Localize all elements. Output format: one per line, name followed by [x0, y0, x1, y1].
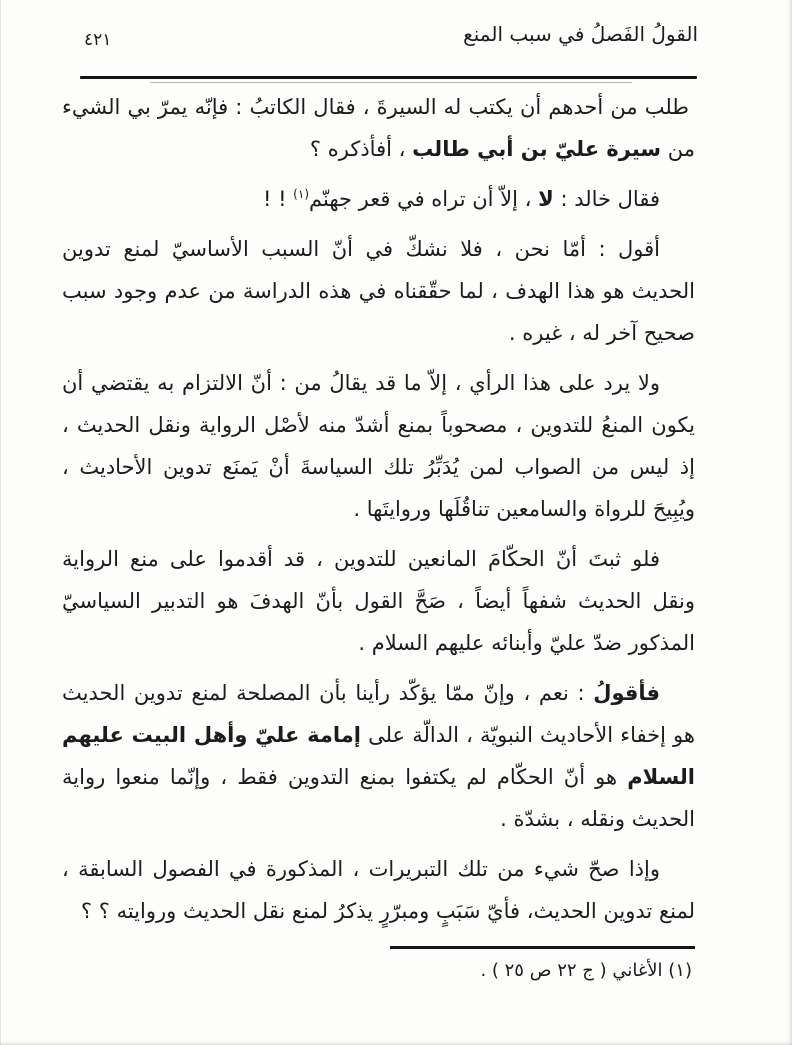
paragraph: [62, 178, 695, 220]
running-title: القولُ الفَصلُ في سبب المنع: [463, 22, 698, 46]
bold-text-run: لا: [538, 187, 554, 211]
text-run: ولا يرد على هذا الرأي ، إلاّ ما قد يقالُ من : أنّ الالتزام به يقتضي أن يكون المنعُ للتدوين ، مصحوباً بمنع أشدّ منه لأصْل الرواية ونقل الحديث ، إذ ليس من الصواب لمن يُدَبِّرُ تلك السياسةَ أنْ يَمنَع تدوين الأحاديث ، ويُبِيحَ للرواة والسامعين تناقُلَها وروايتَها .: [62, 371, 695, 521]
footnote-reference-marker: (١): [293, 187, 309, 201]
bold-text-run: سيرة عليّ بن أبي طالب: [412, 137, 662, 161]
footnote: [62, 956, 692, 986]
paragraph: [62, 538, 695, 664]
text-run: ! !: [262, 187, 294, 211]
text-run: طلب من أحدهم أن يكتب له السيرةَ ، فقال الكاتبُ : فإنّه يمرّ بي الشيء من: [62, 95, 695, 161]
text-run: هو أنّ الحكّام لم يكتفوا بمنع التدوين فقط ، وإنّما منعوا رواية الحديث ونقله ، بشدّة .: [62, 765, 695, 831]
paragraph: [62, 86, 695, 170]
footnote-marker: (١): [668, 960, 692, 981]
paragraph: [62, 228, 695, 354]
footnote-separator: [390, 946, 695, 949]
text-run: ، أفأذكره ؟: [309, 137, 413, 161]
paragraph: [62, 848, 695, 932]
text-run: : نعم ، وإنّ ممّا يؤكّد رأينا بأن المصلحة لمنع تدوين الحديث هو إخفاء الأحاديث النبويّة ، الدالّة على: [62, 681, 695, 747]
header-rule: [80, 76, 697, 79]
footnote-text: الأغاني ( ج ٢٢ ص ٢٥ ) .: [480, 960, 669, 981]
body-text: [62, 86, 695, 940]
text-run: ، إلاّ أن تراه في قعر جهنّم: [309, 187, 539, 211]
text-run: وإذا صحّ شيء من تلك التبريرات ، المذكورة في الفصول السابقة ، لمنع تدوين الحديث، فأيّ سَبَبٍ ومبرّرٍ يذكرُ لمنع نقل الحديث وروايته ؟ ؟: [62, 857, 695, 923]
paragraph: [62, 362, 695, 530]
text-run: فقال خالد :: [553, 187, 660, 211]
page-number: ٤٢١: [84, 30, 112, 50]
text-run: أقول : أمّا نحن ، فلا نشكّ في أنّ السبب الأساسيّ لمنع تدوين الحديث هو هذا الهدف ، لما حقّقناه في هذه الدراسة من عدم وجود سبب صحيح آخر له ، غيره .: [62, 237, 695, 345]
paragraph: [62, 672, 695, 840]
bold-text-run: فأقولُ: [593, 681, 660, 705]
header-rule-ghost: [150, 82, 632, 83]
bold-text-run: إمامة عليّ وأهل البيت عليهم السلام: [62, 723, 695, 789]
text-run: فلو ثبتَ أنّ الحكّامَ المانعين للتدوين ، قد أقدموا على منع الرواية ونقل الحديث شفهاً أيضاً ، صَحَّ القول بأنّ الهدفَ هو التدبير السياسيّ المذكور ضدّ عليّ وأبنائه عليهم السلام .: [62, 547, 695, 655]
page-header: [84, 22, 698, 50]
